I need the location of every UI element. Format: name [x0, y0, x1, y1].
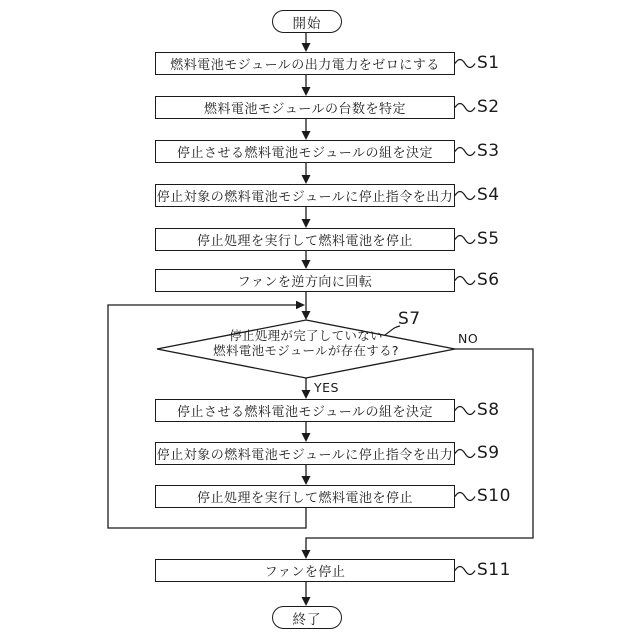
process-box-s2: 燃料電池モジュールの台数を特定	[155, 96, 455, 119]
arrowhead-into-s8	[302, 390, 311, 399]
step-label-s7: S7	[398, 309, 421, 329]
no-branch-label: NO	[458, 331, 479, 346]
arrowhead-into-s10	[302, 476, 311, 485]
squiggle-s8	[455, 407, 475, 415]
arrowhead-into-s9	[302, 433, 311, 442]
squiggle-s1	[455, 60, 475, 68]
process-box-s10: 停止処理を実行して燃料電池を停止	[155, 485, 455, 508]
yes-branch-label: YES	[314, 380, 339, 395]
step-label-s10: S10	[477, 486, 511, 506]
arrowhead-into-s3	[302, 131, 311, 140]
arrowhead-into-s1	[302, 43, 311, 52]
step-label-s3: S3	[477, 141, 500, 161]
arrowhead-into-s5	[302, 219, 311, 228]
process-box-s9: 停止対象の燃料電池モジュールに停止指令を出力	[155, 442, 455, 465]
step-label-s5: S5	[477, 229, 500, 249]
step-label-s9: S9	[477, 443, 500, 463]
process-box-s1: 燃料電池モジュールの出力電力をゼロにする	[155, 52, 455, 75]
squiggle-s9	[455, 450, 475, 458]
squiggle-s11	[455, 567, 475, 575]
squiggle-s5	[455, 236, 475, 244]
decision-text-line2: 燃料電池モジュールが存在する?	[213, 342, 399, 358]
arrowhead-into-s11	[302, 550, 311, 559]
process-box-s4: 停止対象の燃料電池モジュールに停止指令を出力	[155, 184, 455, 207]
process-box-s5: 停止処理を実行して燃料電池を停止	[155, 228, 455, 251]
squiggle-s6	[455, 277, 475, 285]
step-label-s6: S6	[477, 270, 500, 290]
arrowhead-loop-junction	[296, 301, 305, 309]
squiggle-s3	[455, 148, 475, 156]
squiggle-s2	[455, 104, 475, 112]
step-label-s4: S4	[477, 185, 500, 205]
process-box-s11: ファンを停止	[155, 559, 455, 582]
process-box-s6: ファンを逆方向に回転	[155, 269, 455, 292]
step-label-s11: S11	[477, 560, 511, 580]
arrowhead-into-s4	[302, 175, 311, 184]
step-label-s2: S2	[477, 97, 500, 117]
decision-text	[156, 329, 456, 358]
arrowhead-into-end	[302, 597, 311, 606]
process-box-s8: 停止させる燃料電池モジュールの組を決定	[155, 399, 455, 422]
step-label-s8: S8	[477, 400, 500, 420]
squiggle-s4	[455, 192, 475, 200]
squiggle-s10	[455, 493, 475, 501]
end-terminal: 終了	[272, 606, 342, 629]
arrowhead-into-s2	[302, 87, 311, 96]
step-label-s1: S1	[477, 53, 500, 73]
arrowhead-into-s7	[302, 311, 311, 320]
process-box-s3: 停止させる燃料電池モジュールの組を決定	[155, 140, 455, 163]
decision-text-line1: 停止処理が完了していない	[229, 328, 383, 343]
arrowhead-into-s6	[302, 260, 311, 269]
start-terminal: 開始	[272, 10, 342, 33]
